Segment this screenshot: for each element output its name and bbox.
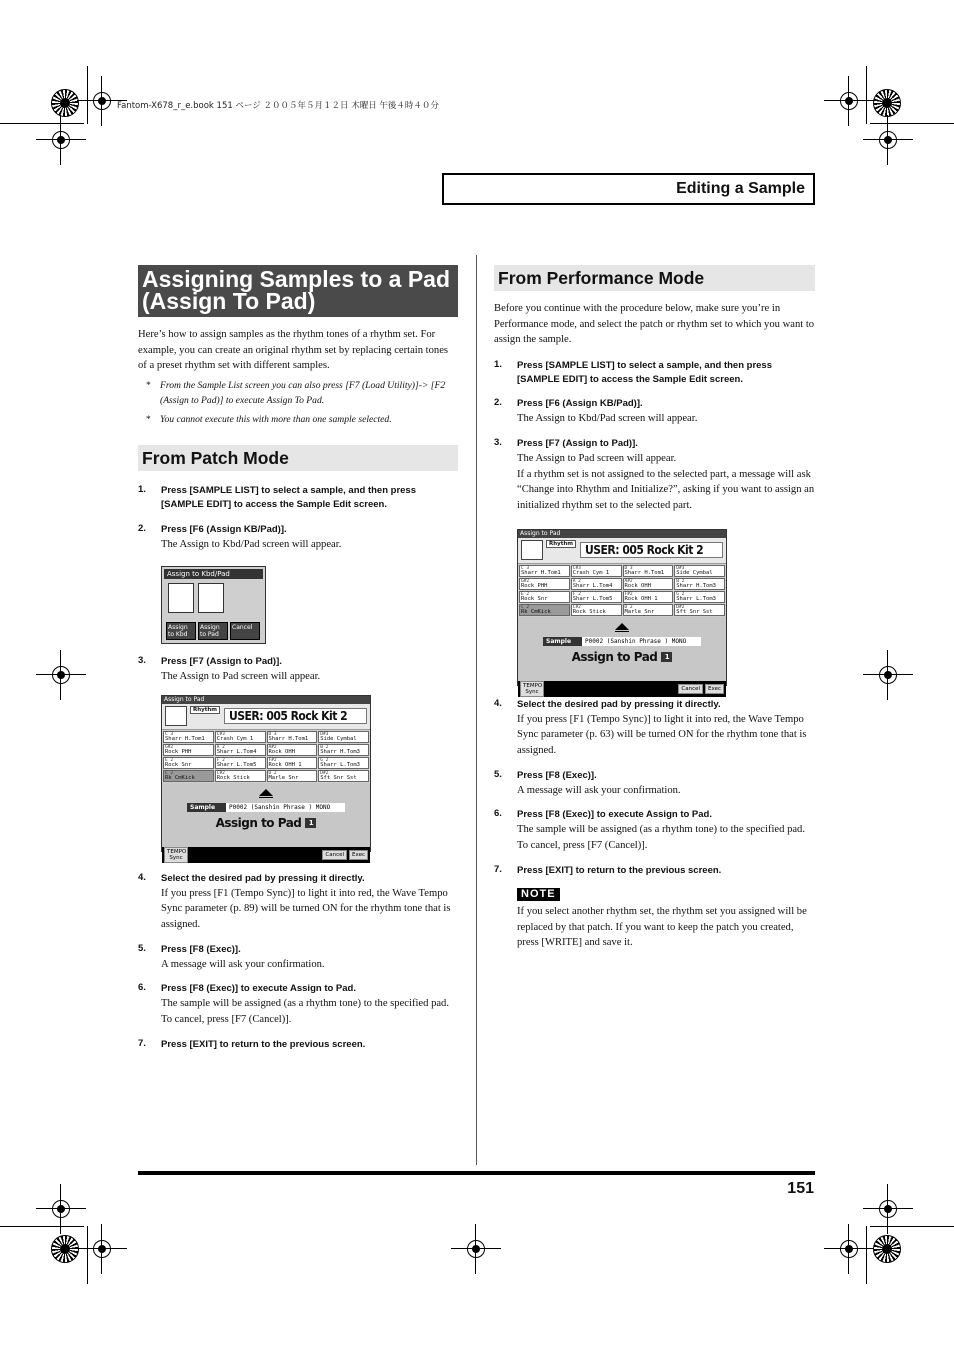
intro-paragraph: Before you continue with the procedure below, make sure you’re in Performance mode, and select the patch or rhythm set to which you want to assign the sample. [494,303,815,346]
pad-grid [162,730,370,783]
tempo-sync-button[interactable]: TEMPO Sync [164,847,188,863]
pad-cell[interactable]: B 2 Sharr H.Tom3 [318,744,369,756]
pad-cell[interactable]: F 2 Sharr L.Tom5 [571,591,622,603]
step-item: 5. Press [F8 (Exec)]. A message will ask your confirmation. [494,768,681,796]
crop-mark-icon [838,1238,860,1260]
function-button-bar [518,681,726,697]
tempo-sync-button[interactable]: TEMPO Sync [520,681,544,697]
assign-to-pad-screenshot [517,529,727,695]
pad-cell[interactable]: D#2 Sft Snr Sst [674,604,725,616]
pad-cell[interactable]: A 2 Sharr L.Tom4 [215,744,266,756]
pad-cell[interactable]: F 2 Sharr L.Tom5 [215,757,266,769]
crop-line [87,1226,88,1284]
section-title-performance-mode: From Performance Mode [494,265,815,291]
crop-mark-icon [877,1198,899,1220]
rhythm-tag: Rhythm [546,540,576,548]
step-item: 1. Press [SAMPLE LIST] to select a sample, and then press [SAMPLE EDIT] to access the Sample Edit screen. [138,484,416,511]
exec-button[interactable]: Exec [705,684,724,694]
crop-mark-icon [465,1238,487,1260]
step-item: 7. Press [EXIT] to return to the previous screen. [138,1037,366,1050]
pad-cell[interactable]: F#2 Rock OHH 1 [623,591,674,603]
step-item: 7. Press [EXIT] to return to the previous screen. [494,863,722,876]
crop-line [870,1226,954,1227]
screen-title: Assign to Kbd/Pad [164,569,263,579]
section-title-patch-mode: From Patch Mode [138,445,458,471]
page-number: 151 [787,1180,814,1197]
pad-cell[interactable]: C#3 Crash Cym 1 [571,565,622,577]
up-arrow-icon [615,623,629,630]
step-item: 2. Press [F6 (Assign KB/Pad)]. The Assign to Kbd/Pad screen will appear. [494,397,698,425]
note-block [517,884,815,951]
left-column [138,265,458,1052]
sample-row: Sample P0002 (Sanshin Phrase ) MONO [187,803,345,812]
crop-line [870,123,954,124]
pad-cell-selected[interactable]: C 2 Rk CmKick [163,770,214,782]
sample-value[interactable]: P0002 (Sanshin Phrase ) MONO [582,637,701,646]
pad-number: 1 [305,818,316,828]
right-column [494,265,815,951]
step-item: 1. Press [SAMPLE LIST] to select a sample, and then press [SAMPLE EDIT] to access the Sample Edit screen. [494,359,772,386]
screen-title: Assign to Pad [162,696,370,704]
italic-note: * You cannot execute this with more than one sample selected. [146,414,392,426]
up-arrow-icon [259,789,273,796]
step-item: 6. Press [F8 (Exec)] to execute Assign to Pad. The sample will be assigned (as a rhythm tone) to the specified pad. To cancel, press [F7 (Cancel)]. [494,808,806,852]
assign-to-pad-screenshot [161,695,371,861]
footer-rule [138,1171,815,1175]
pad-cell[interactable]: D#2 Sft Snr Sst [318,770,369,782]
pad-cell[interactable]: C 3 Sharr H.Tom1 [519,565,570,577]
pad-grid [518,564,726,617]
note-badge: NOTE [517,888,560,901]
page-title: Assigning Samples to a Pad (Assign To Pad) [138,265,458,317]
pad-cell[interactable]: D 2 Marle Snr [623,604,674,616]
chapter-title: Editing a Sample [442,173,815,205]
rhythm-set-name: USER: 005 Rock Kit 2 [224,708,367,724]
crop-mark-icon [877,664,899,686]
pad-cell[interactable]: D#3 Side Cymbal [318,731,369,743]
pad-cell[interactable]: E 2 Rock Snr [163,757,214,769]
rhythm-tag: Rhythm [190,706,220,714]
pad-cell[interactable]: F#2 Rock OHH 1 [267,757,318,769]
pad-icon [521,540,543,560]
pad-cell[interactable]: G#2 Rock PHH [519,578,570,590]
assign-to-pad-label: Assign to Pad 1 [518,650,726,664]
pad-cell[interactable]: C#2 Rock Stick [571,604,622,616]
crop-line [866,1226,867,1284]
crop-mark-icon [50,1198,72,1220]
crop-mark-icon [877,129,899,151]
crop-line [87,66,88,124]
pad-cell[interactable]: D 2 Marle Snr [267,770,318,782]
pad-cell[interactable]: A#2 Rock OHH [623,578,674,590]
step-item: 3. Press [F7 (Assign to Pad)]. The Assign to Pad screen will appear. If a rhythm set is not assigned to the selected part, a message will ask “Change into Rhythm and Initialize?”, asking if you want to assign an initialized rhythm set to the selected part. [494,436,815,511]
screen-title: Assign to Pad [518,530,726,538]
note-text: If you select another rhythm set, the rhythm set you assigned will be replaced by that patch. If you want to keep the patch you created, press [WRITE] and save it. [517,905,807,949]
crop-line [866,66,867,124]
assign-to-pad-label: Assign to Pad 1 [162,816,370,830]
step-item: 4. Select the desired pad by pressing it directly. If you press [F1 (Tempo Sync)] to light it into red, the Wave Tempo Sync parameter (p. 89) will be turned ON for the rhythm tone that is assigned. [138,871,451,930]
pad-cell[interactable]: D#3 Side Cymbal [674,565,725,577]
column-divider [476,255,477,1165]
cancel-button[interactable]: Cancel [322,850,347,860]
crop-mark-icon [91,90,113,112]
pad-cell[interactable]: B 2 Sharr H.Tom3 [674,578,725,590]
assign-to-kbd-button[interactable]: Assign to Kbd [166,622,196,640]
crop-mark-icon [838,90,860,112]
registration-target-bottom-right [873,1235,901,1263]
registration-target-bottom-left [51,1235,79,1263]
pad-cell[interactable]: D 3 Sharr H.Tom1 [267,731,318,743]
pad-cell[interactable]: G 2 Sharr L.Tom3 [318,757,369,769]
pad-number: 1 [661,652,672,662]
file-header: Fantom-X678_r_e.book 151 ページ ２００５年５月１２日 木曜日 午後４時４０分 [117,101,439,111]
pad-cell[interactable]: C#3 Crash Cym 1 [215,731,266,743]
crop-mark-icon [50,664,72,686]
step-item: 5. Press [F8 (Exec)]. A message will ask your confirmation. [138,942,325,970]
pad-cell[interactable]: G#2 Rock PHH [163,744,214,756]
sample-row: Sample P0002 (Sanshin Phrase ) MONO [543,637,701,646]
assign-to-pad-button[interactable]: Assign to Pad [198,622,228,640]
pad-cell[interactable]: C 3 Sharr H.Tom1 [163,731,214,743]
step-item: 6. Press [F8 (Exec)] to execute Assign to Pad. The sample will be assigned (as a rhythm tone) to the specified pad. To cancel, press [F7 (Cancel)]. [138,982,450,1026]
pad-cell[interactable]: C#2 Rock Stick [215,770,266,782]
registration-target-top-right [873,89,901,117]
step-item: 4. Select the desired pad by pressing it directly. If you press [F1 (Tempo Sync)] to light it into red, the Wave Tempo Sync parameter (p. 63) will be turned ON for the rhythm tone that is assigned. [494,697,807,757]
function-button-bar [162,847,370,863]
crop-mark-icon [50,129,72,151]
pad-cell[interactable]: A#2 Rock OHH [267,744,318,756]
pad-cell[interactable]: A 2 Sharr L.Tom4 [571,578,622,590]
pad-cell-selected[interactable]: C 2 Rk CmKick [519,604,570,616]
crop-mark-icon [91,1238,113,1260]
intro-paragraph: Here’s how to assign samples as the rhythm tones of a rhythm set. For example, you can create an original rhythm set by replacing certain tones of a preset rhythm set with different samples. [138,329,449,372]
pad-icon [198,583,224,613]
cancel-button[interactable]: Cancel [678,684,703,694]
crop-line [0,1226,84,1227]
step-item: 3. Press [F7 (Assign to Pad)]. The Assign to Pad screen will appear. [138,654,321,682]
rhythm-set-name: USER: 005 Rock Kit 2 [580,542,723,558]
sample-value[interactable]: P0002 (Sanshin Phrase ) MONO [226,803,345,812]
italic-note: * From the Sample List screen you can also press [F7 (Load Utility)]-> [F2 (Assign to Pad)] to execute Assign To Pad. [146,380,446,407]
registration-target-top-left [51,89,79,117]
exec-button[interactable]: Exec [349,850,368,860]
cancel-button[interactable]: Cancel [230,622,260,640]
crop-line [0,123,84,124]
pad-cell[interactable]: E 2 Rock Snr [519,591,570,603]
pad-cell[interactable]: D 3 Sharr H.Tom1 [623,565,674,577]
pad-icon [165,706,187,726]
assign-kbd-pad-screenshot [161,566,266,644]
step-item: 2. Press [F6 (Assign KB/Pad)]. The Assign to Kbd/Pad screen will appear. [138,523,342,551]
pad-cell[interactable]: G 2 Sharr L.Tom3 [674,591,725,603]
keyboard-icon [168,583,194,613]
